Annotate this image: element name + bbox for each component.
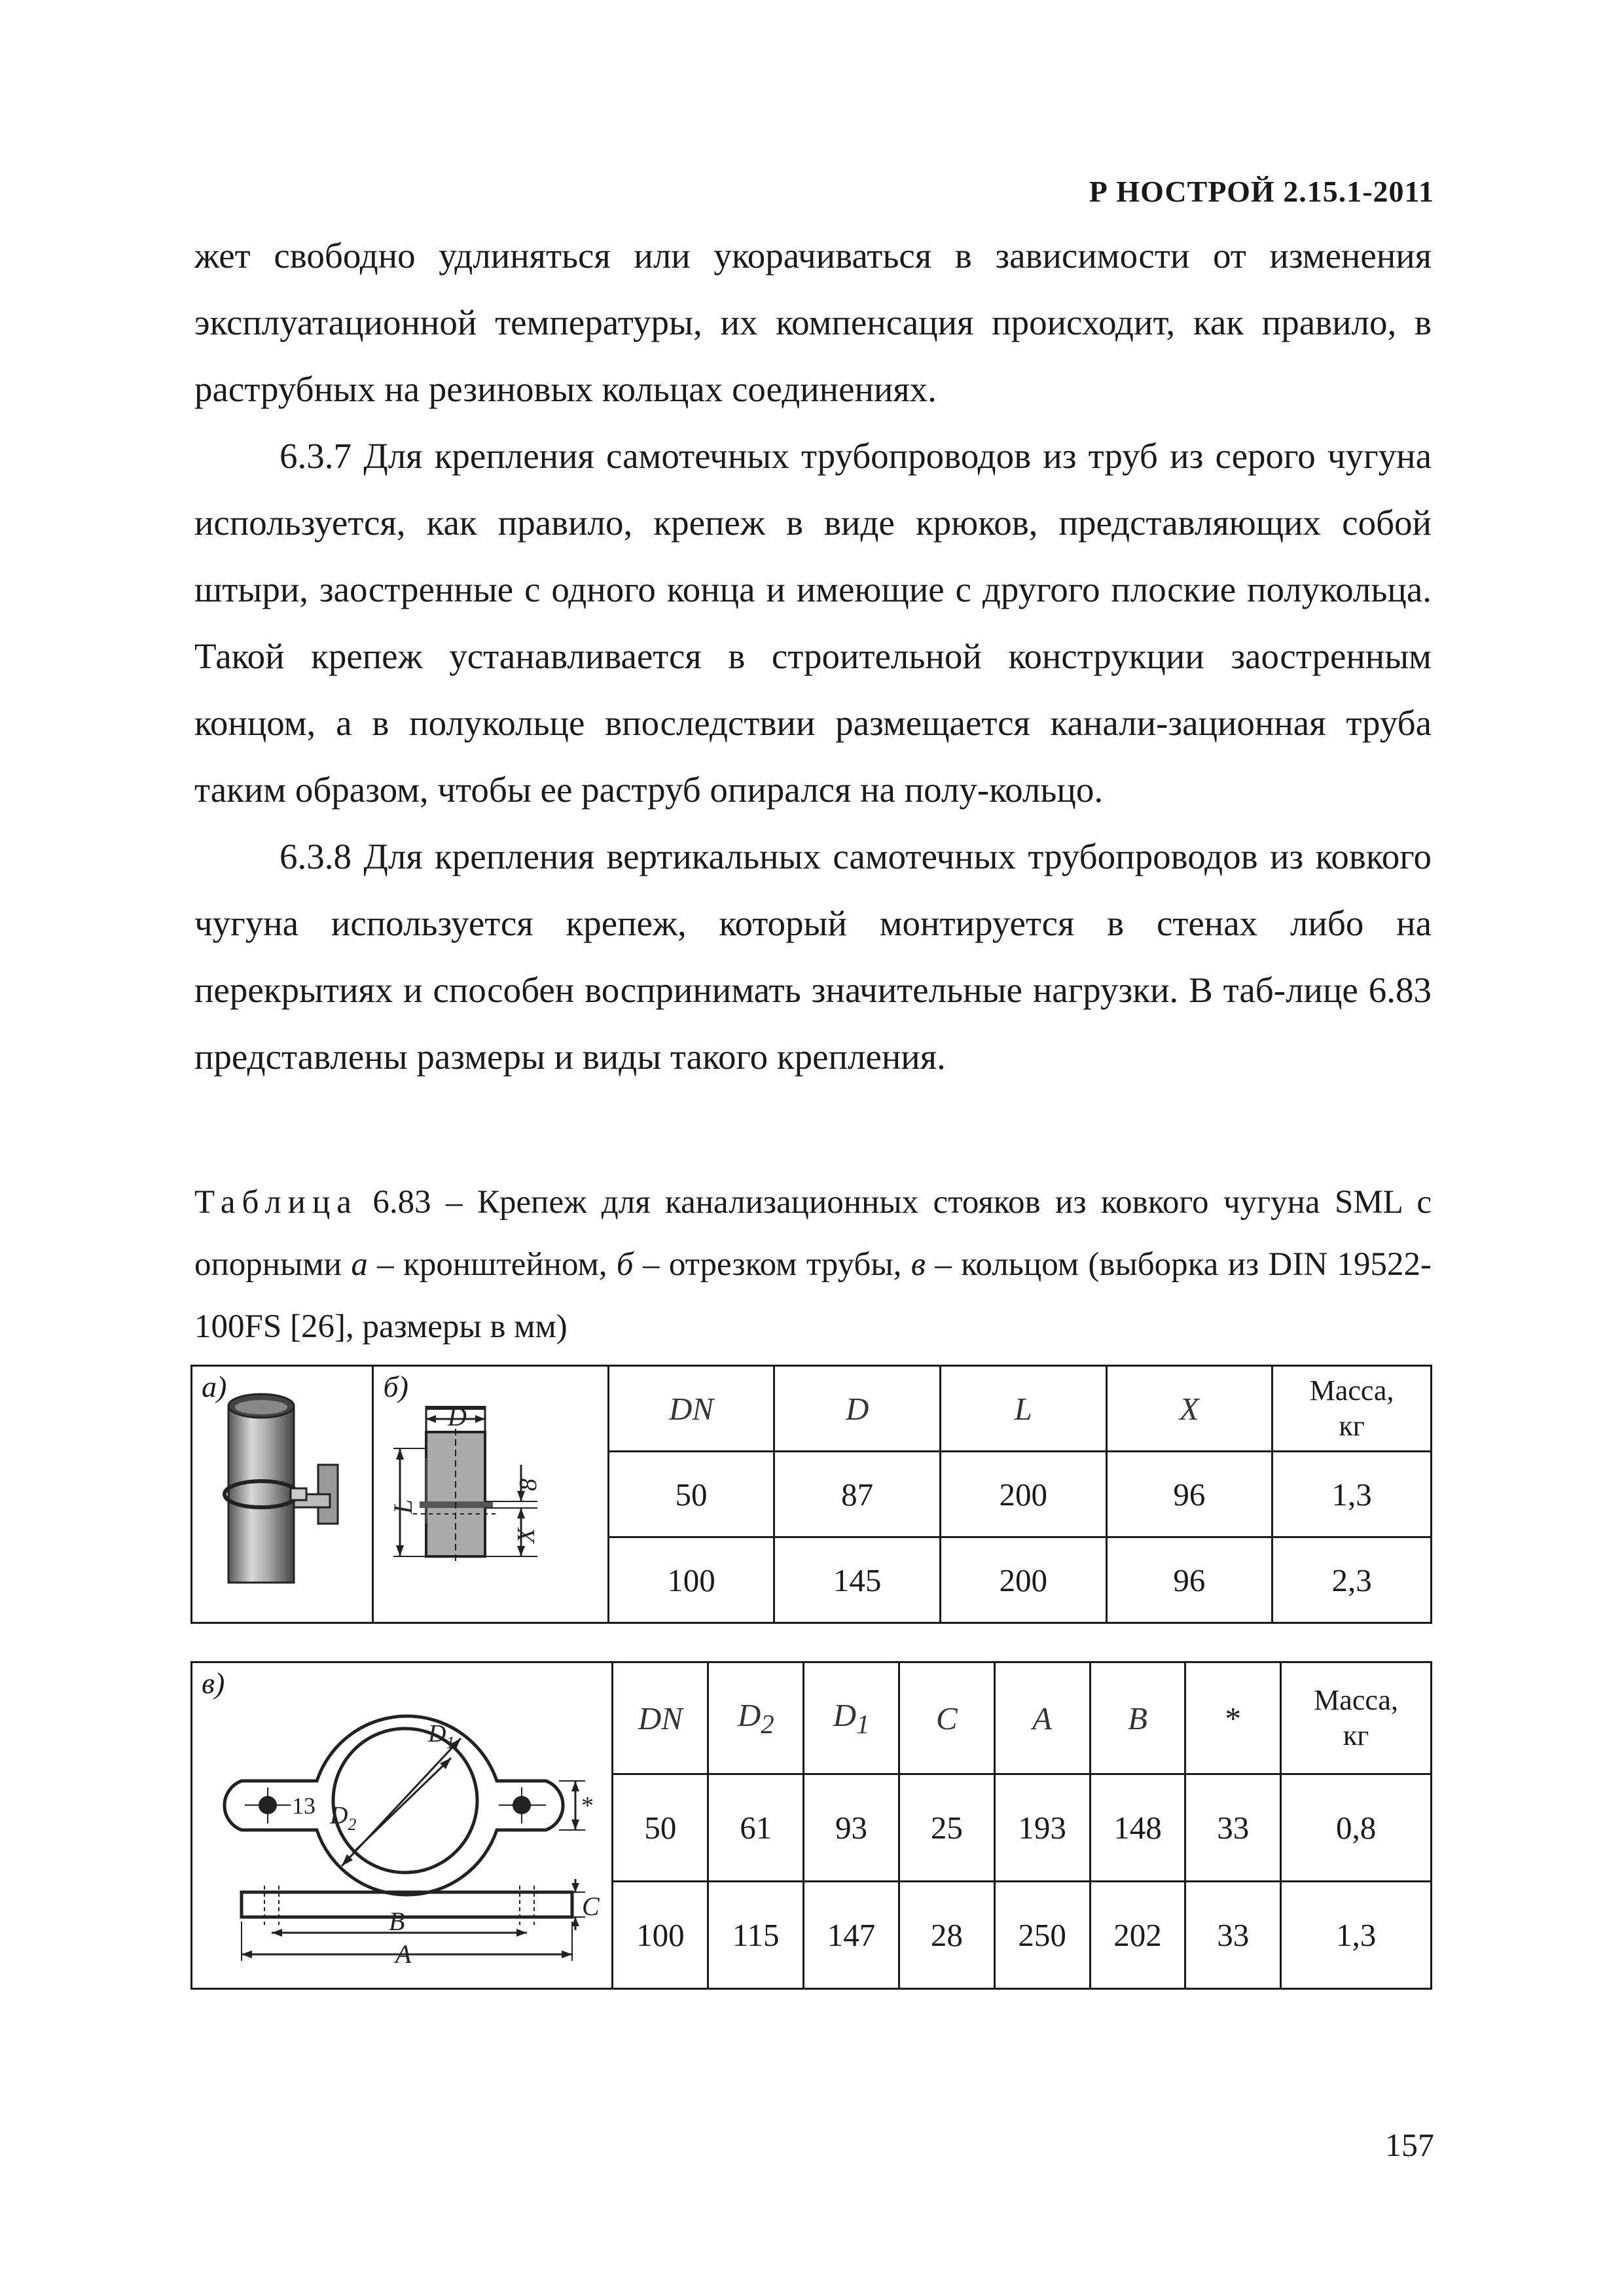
table-cell: 96 [1106, 1452, 1272, 1537]
fastener-table-bracket-pipe [190, 1365, 1432, 1624]
table-cell: 96 [1106, 1537, 1272, 1623]
caption-text-2: – кронштейном, [377, 1246, 607, 1283]
paragraph-6-3-8: 6.3.8 Для крепления вертикальных самотечных трубопроводов из ковкого чугуна используется крепеж, который монтируется в стенах либо на перекрытиях и способен воспринимать значительные нагрузки. В таб-лице 6.83 представлены размеры и виды такого крепления. [194, 836, 1432, 1077]
header-d: D [774, 1366, 941, 1452]
paragraph-continuation: жет свободно удлиняться или укорачиваться в зависимости от изменения эксплуатационной температуры, их компенсация происходит, как правило, в раструбных на резиновых кольцах соединениях. [194, 236, 1432, 409]
figure-b-cell [373, 1366, 608, 1623]
caption-var-c: в [911, 1246, 926, 1283]
table-caption [194, 1172, 1432, 1358]
table-cell: 87 [774, 1452, 941, 1537]
table-cell: 148 [1090, 1774, 1185, 1882]
table-cell: 28 [899, 1882, 994, 1989]
header-x: X [1106, 1366, 1272, 1452]
table-cell: 147 [804, 1882, 899, 1989]
table-cell: 50 [608, 1452, 774, 1537]
caption-var-a: а [351, 1246, 368, 1283]
table-cell: 61 [708, 1774, 804, 1882]
dim-8-label: 8 [514, 1479, 543, 1491]
dim-d1-label: $D_1$ [428, 1720, 455, 1752]
figure-a-cell [192, 1366, 373, 1623]
caption-text-4: – кольцом (выборка из DIN 19522-100FS [26], размеры в мм) [194, 1246, 1432, 1345]
table-cell: 200 [940, 1452, 1106, 1537]
pipe-segment-support-drawing [374, 1367, 609, 1624]
header-b: B [1090, 1662, 1185, 1774]
header-l: L [940, 1366, 1106, 1452]
dim-c-label: C [582, 1892, 600, 1921]
table-cell: 100 [608, 1537, 774, 1623]
table-cell: 115 [708, 1882, 804, 1989]
header-dn: DN [613, 1662, 708, 1774]
ring-support-drawing [192, 1663, 615, 1990]
table-cell: 50 [613, 1774, 708, 1882]
table-cell: 1,3 [1281, 1882, 1432, 1989]
bracket-support-drawing [192, 1367, 374, 1624]
document-header: Р НОСТРОЙ 2.15.1-2011 [1089, 175, 1434, 208]
dim-star-label: * [581, 1792, 594, 1820]
header-d2: $D_2$ [708, 1662, 804, 1774]
header-star: * [1185, 1662, 1281, 1774]
caption-number: 6.83 [372, 1184, 431, 1221]
dim-a-label: A [395, 1939, 412, 1969]
table-cell: 145 [774, 1537, 941, 1623]
dim-l-label: L [388, 1499, 418, 1514]
header-mass-line2: кг [1343, 1719, 1369, 1751]
table-cell: 0,8 [1281, 1774, 1432, 1882]
figure-c-cell [192, 1662, 613, 1989]
dim-d2-label: $D_2$ [330, 1802, 357, 1834]
header-c: C [899, 1662, 994, 1774]
figure-b-label: б) [383, 1370, 408, 1403]
header-mass-line1: Масса, [1309, 1374, 1394, 1407]
header-dn: DN [608, 1366, 774, 1452]
table-cell: 1,3 [1272, 1452, 1432, 1537]
table-cell: 250 [994, 1882, 1090, 1989]
header-mass-line2: кг [1339, 1410, 1365, 1442]
dim-b-label: B [389, 1907, 405, 1936]
table-cell: 25 [899, 1774, 994, 1882]
table-cell: 202 [1090, 1882, 1185, 1989]
caption-label: Таблица [194, 1184, 358, 1221]
table-cell: 193 [994, 1774, 1090, 1882]
caption-text-3: – отрезком трубы, [642, 1246, 902, 1283]
header-mass [1281, 1662, 1432, 1774]
figure-c-label: в) [202, 1666, 225, 1700]
header-mass-line1: Масса, [1314, 1684, 1398, 1716]
table-cell: 200 [940, 1537, 1106, 1623]
figure-a-label: а) [202, 1370, 227, 1403]
dim-x-label: X [513, 1528, 541, 1543]
dim-13-label: 13 [292, 1793, 316, 1819]
header-mass [1272, 1366, 1432, 1452]
header-d1: $D_1$ [804, 1662, 899, 1774]
body-text [194, 223, 1432, 1090]
table-cell: 93 [804, 1774, 899, 1882]
caption-var-b: б [616, 1246, 634, 1283]
paragraph-6-3-7: 6.3.7 Для крепления самотечных трубопроводов из труб из серого чугуна используется, как правило, крепеж в виде крюков, представляющих собой штыри, заостренные с одного конца и имеющие с другого плоские полукольца. Такой крепеж устанавливается в строительной конструкции заостренным концом, а в полукольце впоследствии размещается канали-зационная труба таким образом, чтобы ее раструб опирался на полу-кольцо. [194, 436, 1432, 810]
table-cell: 100 [613, 1882, 708, 1989]
page-number: 157 [1385, 2126, 1434, 2163]
table-cell: 33 [1185, 1882, 1281, 1989]
table-cell: 2,3 [1272, 1537, 1432, 1623]
fastener-table-ring [190, 1661, 1432, 1990]
header-a: A [994, 1662, 1090, 1774]
caption-text-1: – Крепеж для канализационных стояков из ковкого чугуна SML с опорными [194, 1184, 1432, 1283]
table-cell: 33 [1185, 1774, 1281, 1882]
dim-d-label: D [448, 1402, 467, 1431]
